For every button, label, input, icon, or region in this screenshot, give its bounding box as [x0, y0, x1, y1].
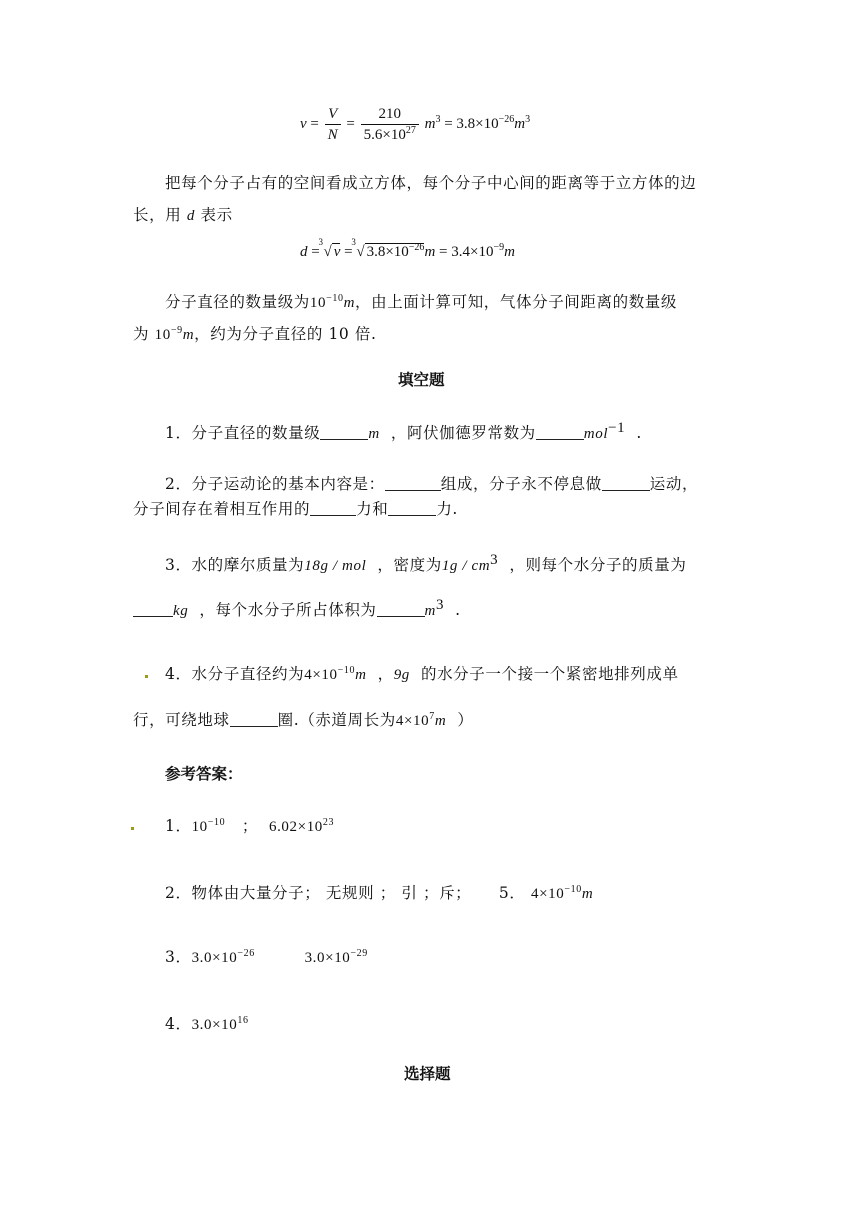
answer-blank[interactable] — [388, 501, 436, 516]
answer-blank[interactable] — [310, 501, 356, 516]
answer-blank[interactable] — [536, 425, 584, 440]
answer-3: 3．$3.0\times 10^{-26}$ $3.0\times 10^{-29}$ — [165, 948, 368, 966]
paragraph-cube-model-line1: 把每个分子占有的空间看成立方体，每个分子中心间的距离等于立方体的边 — [165, 174, 697, 192]
paragraph-magnitude-line1: 分子直径的数量级为$10^{-10}m$，由上面计算可知，气体分子间距离的数量级 — [165, 293, 678, 311]
answer-1: 1．$10^{-10}$ ； $6.02\times 10^{23}$ — [165, 817, 335, 835]
answer-blank[interactable] — [133, 602, 173, 617]
answer-4: 4．$3.0\times 10^{16}$ — [165, 1015, 249, 1033]
section-heading-multiple-choice: 选择题 — [404, 1064, 451, 1083]
question-1: 1．分子直径的数量级 m ，阿伏伽德罗常数为 mol$^{-1}$ . — [165, 420, 642, 442]
question-3-line2: kg ，每个水分子所占体积为 $m^3$ . — [133, 598, 461, 620]
section-heading-answers: 参考答案： — [165, 764, 243, 783]
answer-2: 2．物体由大量分子； 无规则 ； 引 ；斥； 5． $4\times 10^{-10}m$ — [165, 884, 594, 902]
question-3-line1: 3．水的摩尔质量为18g / mol ，密度为$1g / cm^3$ ，则每个水分子的质量为 — [165, 552, 687, 574]
equation-molecular-volume: ν = $\frac{V}{N}$ = $\frac{210}{5.6\times 10^{27}}$ $m^3 = 3.8\times 10^{-26}m^3$ — [300, 106, 531, 143]
marker-dot — [131, 827, 134, 830]
question-2-line1: 2．分子运动论的基本内容是： 组成，分子永不停息做 运动， — [165, 475, 699, 493]
paragraph-magnitude-line2: 为 $10^{-9}m$，约为分子直径的 10 倍. — [133, 325, 377, 343]
question-2-line2: 分子间存在着相互作用的 力和 力. — [133, 500, 458, 518]
answer-blank[interactable] — [320, 425, 368, 440]
question-4-line2: 行，可绕地球 圈.（赤道周长为$4\times 10^7m$ ） — [133, 711, 474, 729]
question-4-line1: 4．水分子直径约为$4\times 10^{-10}m$ ，9g 的水分子一个接一个紧密地排列成单 — [165, 665, 679, 683]
equation-molecular-distance: d = 3 √ ν = 3 √ $3.8\times 10^{-26}m = 3.4\times 10^{-9}m$ — [300, 237, 515, 260]
paragraph-cube-model-line2: 长，用 d 表示 — [133, 206, 233, 224]
answer-blank[interactable] — [377, 602, 425, 617]
answer-blank[interactable] — [602, 476, 650, 491]
section-heading-fill-in: 填空题 — [398, 370, 445, 389]
answer-blank[interactable] — [385, 476, 441, 491]
answer-blank[interactable] — [230, 712, 278, 727]
marker-dot — [145, 675, 148, 678]
